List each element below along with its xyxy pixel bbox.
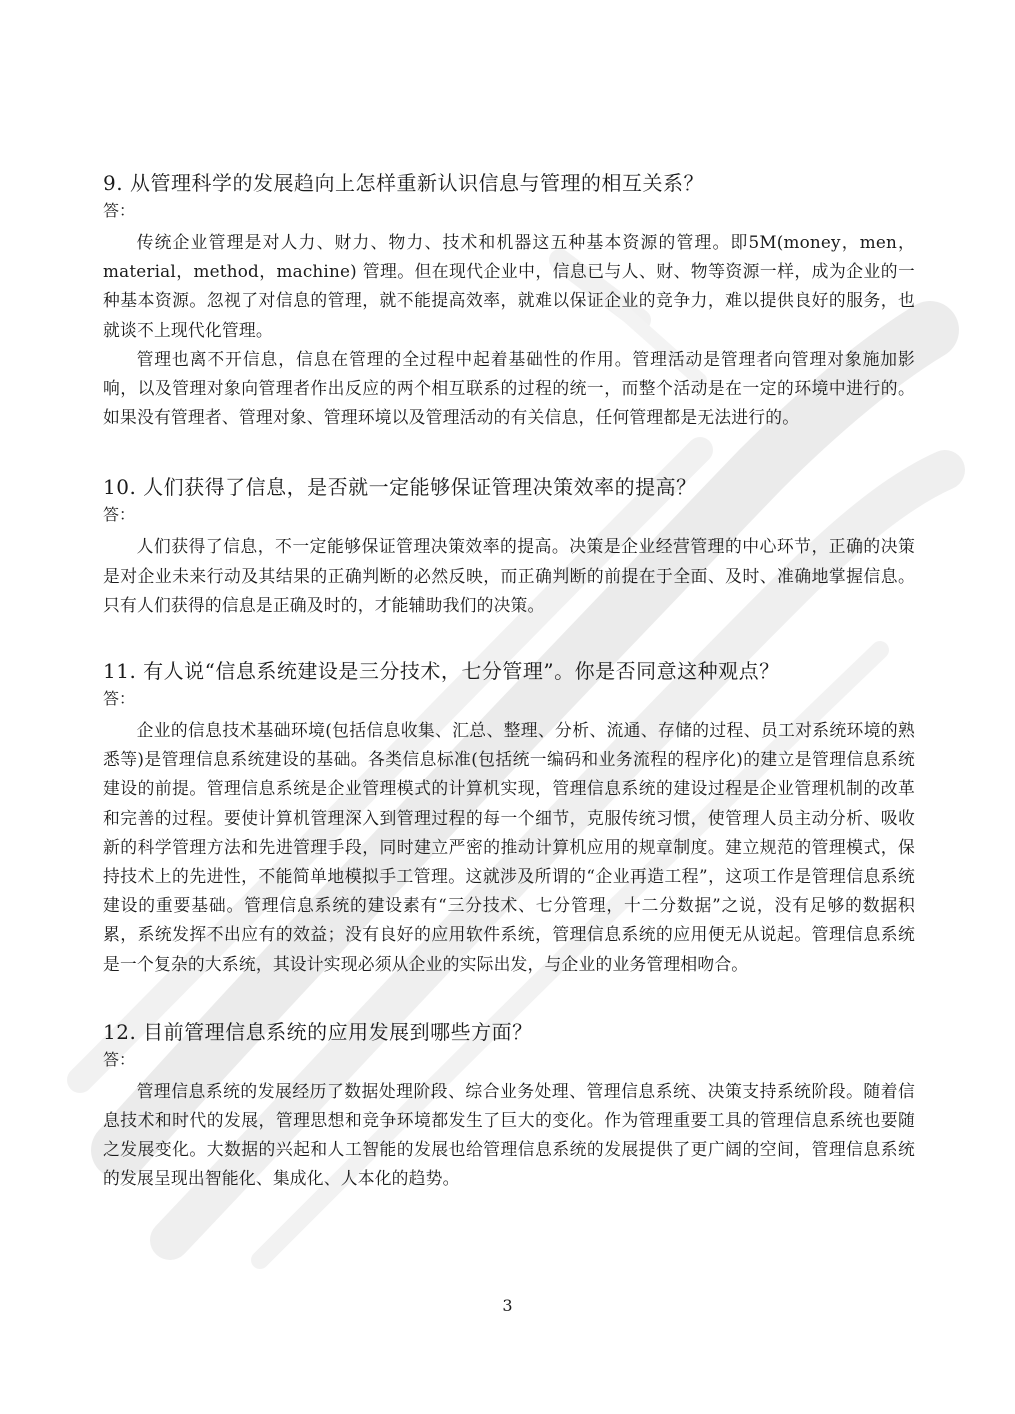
qa-section-10 (103, 472, 915, 620)
document-body (103, 168, 915, 1194)
qa-section-11 (103, 656, 915, 979)
answer-label: 答： (103, 201, 136, 220)
question-heading: 11. 有人说“信息系统建设是三分技术，七分管理”。你是否同意这种观点？ (103, 659, 780, 684)
answer-paragraph: 管理信息系统的发展经历了数据处理阶段、综合业务处理、管理信息系统、决策支持系统阶段。随着信息技术和时代的发展，管理思想和竞争环境都发生了巨大的变化。作为管理重要工具的管理信息系统也要随之发展变化。大数据的兴起和人工智能的发展也给管理信息系统的发展提供了更广阔的空间，管理信息系统的发展呈现出智能化、集成化、人本化的趋势。 (103, 1080, 915, 1189)
question-heading: 9. 从管理科学的发展趋向上怎样重新认识信息与管理的相互关系？ (103, 171, 704, 195)
qa-section-12 (103, 1017, 915, 1194)
answer-paragraph: 传统企业管理是对人力、财力、物力、技术和机器这五种基本资源的管理。即5M(money，men，material，method，machine) 管理。但在现代企业中，信息已与人、财、物等资源一样，成为企业的一种基本资源。忽视了对信息的管理，就不能提高效率，就难以保证企业的竞争力，难以提供良好的服务，也就谈不上现代化管理。 (103, 232, 915, 340)
answer-paragraph: 人们获得了信息，不一定能够保证管理决策效率的提高。决策是企业经营管理的中心环节，正确的决策是对企业未来行动及其结果的正确判断的必然反映，而正确判断的前提在于全面、及时、准确地掌握信息。只有人们获得的信息是正确及时的，才能辅助我们的决策。 (103, 536, 915, 615)
answer-label: 答： (103, 505, 136, 525)
qa-section-9 (103, 168, 915, 432)
page-number: 3 (502, 1296, 513, 1315)
answer-label: 答： (103, 1049, 136, 1069)
answer-paragraph: 企业的信息技术基础环境(包括信息收集、汇总、整理、分析、流通、存储的过程、员工对系统环境的熟悉等)是管理信息系统建设的基础。各类信息标准(包括统一编码和业务流程的程序化)的建立是管理信息系统建设的前提。管理信息系统是企业管理模式的计算机实现，管理信息系统的建设过程是企业管理机制的改革和完善的过程。要使计算机管理深入到管理过程的每一个细节，克服传统习惯，使管理人员主动分析、吸收新的科学管理方法和先进管理手段，同时建立严密的推动计算机应用的规章制度。建立规范的管理模式，保持技术上的先进性，不能简单地模拟手工管理。这就涉及所谓的“企业再造工程”，这项工作是管理信息系统建设的重要基础。管理信息系统的建设素有“三分技术、七分管理，十二分数据”之说，没有足够的数据积累，系统发挥不出应有的效益；没有良好的应用软件系统，管理信息系统的应用便无从说起。管理信息系统是一个复杂的大系统，其设计实现必须从企业的实际出发，与企业的业务管理相吻合。 (103, 720, 915, 974)
question-heading: 12. 目前管理信息系统的应用发展到哪些方面？ (103, 1019, 533, 1044)
question-heading: 10. 人们获得了信息，是否就一定能够保证管理决策效率的提高？ (103, 475, 697, 500)
answer-label: 答： (103, 689, 136, 709)
answer-paragraph: 管理也离不开信息，信息在管理的全过程中起着基础性的作用。管理活动是管理者向管理对象施加影响，以及管理对象向管理者作出反应的两个相互联系的过程的统一，而整个活动是在一定的环境中进行的。如果没有管理者、管理对象、管理环境以及管理活动的有关信息，任何管理都是无法进行的。 (103, 348, 915, 428)
